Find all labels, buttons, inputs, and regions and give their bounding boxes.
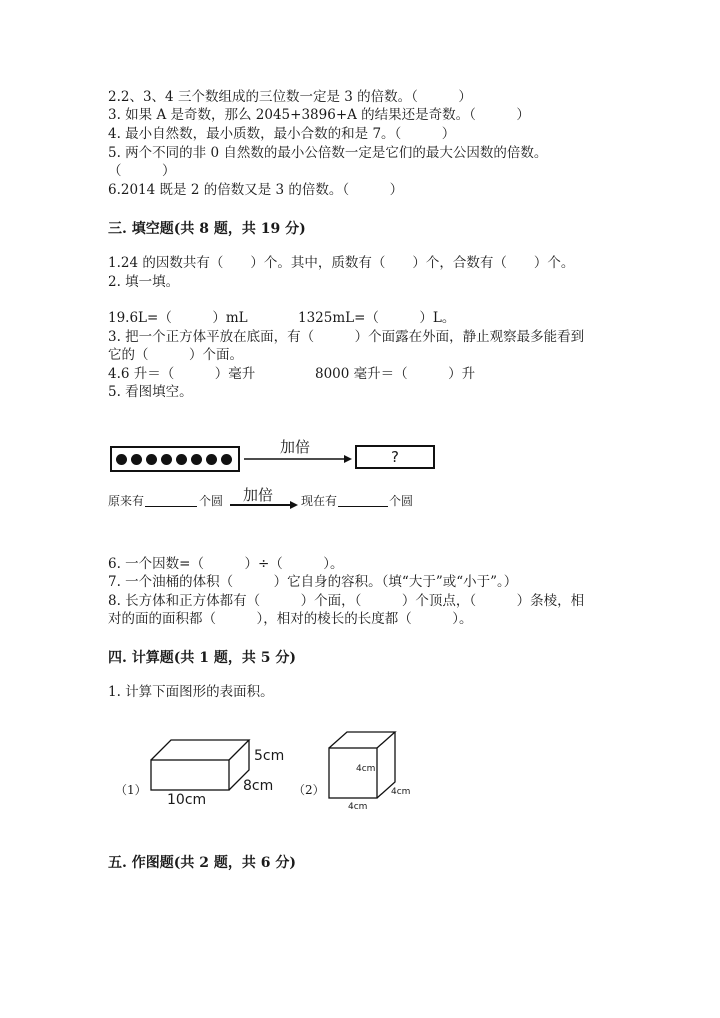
fill-q1: 1.24 的因数共有（ ）个。其中，质数有（ ）个，合数有（ ）个。	[108, 255, 575, 271]
calc-q1: 1. 计算下面图形的表面积。	[108, 684, 274, 700]
blank-now	[338, 506, 388, 507]
unit-label-2: 个圆	[389, 494, 414, 508]
fill-q7: 7. 一个油桶的体积（ ）它自身的容积。（填“大于”或“小于”。）	[108, 574, 518, 590]
fill-q8-cont: 对的面的面积都（ ），相对的棱长的长度都（ ）。	[108, 611, 473, 627]
fig2-front: 4cm	[356, 764, 376, 774]
judge-q5: 5. 两个不同的非 0 自然数的最小公倍数一定是它们的最大公因数的倍数。	[108, 145, 548, 161]
fill-q3-cont: 它的（ ）个面。	[108, 347, 243, 363]
judge-q2: 2.2、3、4 三个数组成的三位数一定是 3 的倍数。（ ）	[108, 89, 472, 105]
circle	[176, 454, 187, 465]
arrow-bottom	[230, 499, 298, 511]
circle	[146, 454, 157, 465]
arrow-top	[244, 452, 352, 466]
judge-q3: 3. 如果 A 是奇数，那么 2045+3896+A 的结果还是奇数。（ ）	[108, 107, 530, 123]
circle	[191, 454, 202, 465]
circle	[131, 454, 142, 465]
blank-original	[145, 506, 197, 507]
fill-q2-b: 1325mL=（ ）L。	[298, 310, 456, 326]
section-heading-calc: 四. 计算题(共 1 题，共 5 分)	[108, 650, 296, 666]
fill-q4-a: 4.6 升＝（ ）毫升	[108, 366, 256, 382]
circle	[221, 454, 232, 465]
original-label: 原来有	[108, 494, 145, 508]
arrow-label-top: 加倍	[280, 438, 311, 456]
section-heading-fill: 三. 填空题(共 8 题，共 19 分)	[108, 221, 306, 237]
circle	[206, 454, 217, 465]
fig1-height: 5cm	[254, 748, 285, 764]
judge-q6: 6.2014 既是 2 的倍数又是 3 的倍数。（ ）	[108, 182, 404, 198]
circle-row	[116, 453, 236, 465]
circle	[116, 454, 127, 465]
section-heading-draw: 五. 作图题(共 2 题，共 6 分)	[108, 855, 296, 871]
unit-label-1: 个圆	[199, 494, 224, 508]
fill-q3: 3. 把一个正方体平放在底面，有（ ）个面露在外面，静止观察最多能看到	[108, 329, 585, 345]
fill-q4-b: 8000 毫升＝（ ）升	[315, 366, 476, 382]
fill-q5: 5. 看图填空。	[108, 384, 193, 400]
arrow-label-bottom: 加倍	[243, 486, 274, 504]
fig1-label: （1）	[115, 783, 147, 797]
fig1-width: 8cm	[243, 778, 274, 794]
fig2-side: 4cm	[391, 787, 411, 797]
now-label: 现在有	[301, 494, 338, 508]
judge-q5-paren: （ ）	[108, 163, 176, 179]
fig1-length: 10cm	[167, 792, 207, 808]
fill-q6: 6. 一个因数=（ ）÷（ ）。	[108, 556, 344, 572]
fig2-bottom: 4cm	[348, 802, 368, 812]
fill-q8: 8. 长方体和正方体都有（ ）个面，（ ）个顶点，（ ）条棱，相	[108, 593, 585, 609]
fill-q2-a: 19.6L=（ ）mL	[108, 310, 248, 326]
fig2-label: （2）	[293, 783, 325, 797]
question-box: ?	[355, 445, 435, 469]
cuboid-drawing	[145, 735, 255, 795]
fill-q2: 2. 填一填。	[108, 274, 180, 290]
judge-q4: 4. 最小自然数，最小质数，最小合数的和是 7。（ ）	[108, 126, 456, 142]
circle	[161, 454, 172, 465]
